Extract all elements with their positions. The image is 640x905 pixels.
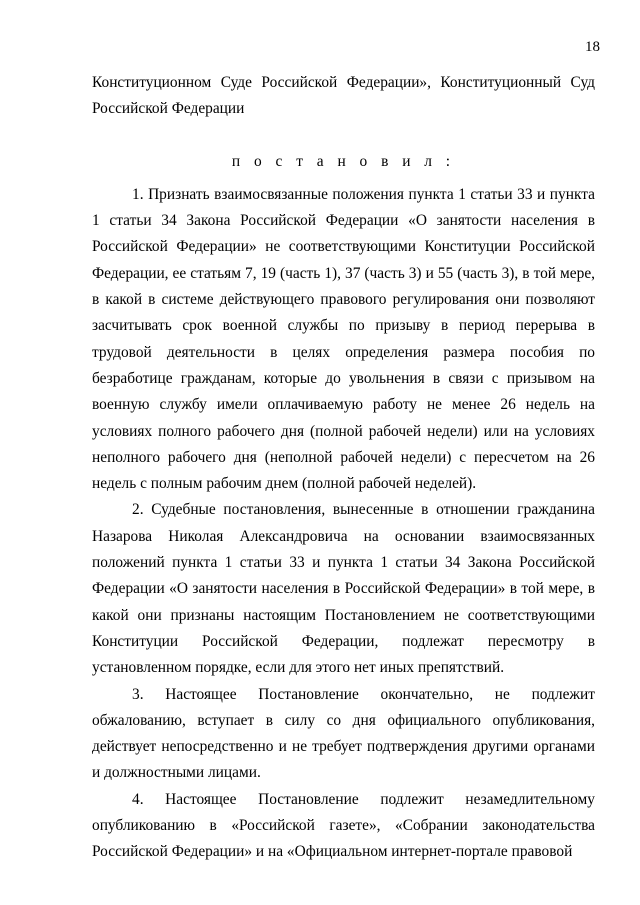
paragraph-3: 3. Настоящее Постановление окончательно, не подлежит обжалованию, вступает в силу со дня официального опубликования, действует непосредственно и не требует подтверждения другими органами и должностными лицами. [92, 685, 595, 782]
document-body [92, 70, 595, 866]
intro-paragraph: Конституционном Суде Российской Федерации», Конституционный Суд Российской Федерации [92, 74, 595, 118]
page-number: 18 [585, 39, 600, 55]
paragraph-1: 1. Признать взаимосвязанные положения пункта 1 статьи 33 и пункта 1 статьи 34 Закона Российской Федерации «О занятости населения в Российской Федерации» не соответствующими Конституции Российской Федерации, ее статьям 7, 19 (часть 1), 37 (часть 3) и 55 (часть 3), в той мере, в какой в системе действующего правового регулирования они позволяют засчитывать срок военной службы по призыву в период перерыва в трудовой деятельности в целях определения размера пособия по безработице гражданам, которые до увольнения в связи с призывом на военную службу имели оплачиваемую работу не менее 26 недель на условиях полного рабочего дня (полной рабочей недели) или на условиях неполного рабочего дня (неполной рабочей недели) с пересчетом на 26 недель с полным рабочим днем (полной рабочей неделей). [92, 185, 595, 493]
paragraph-2: 2. Судебные постановления, вынесенные в отношении гражданина Назарова Николая Александровича на основании взаимосвязанных положений пункта 1 статьи 33 и пункта 1 статьи 34 Закона Российской Федерации «О занятости населения в Российской Федерации» в той мере, в какой они признаны настоящим Постановлением не соответствующими Конституции Российской Федерации, подлежат пересмотру в установленном порядке, если для этого нет иных препятствий. [92, 501, 595, 677]
decision-heading: п о с т а н о в и л : [231, 152, 456, 170]
paragraph-4: 4. Настоящее Постановление подлежит незамедлительному опубликованию в «Российской газете», «Собрании законодательства Российской Федерации» и на «Официальном интернет-портале правовой [92, 790, 595, 861]
